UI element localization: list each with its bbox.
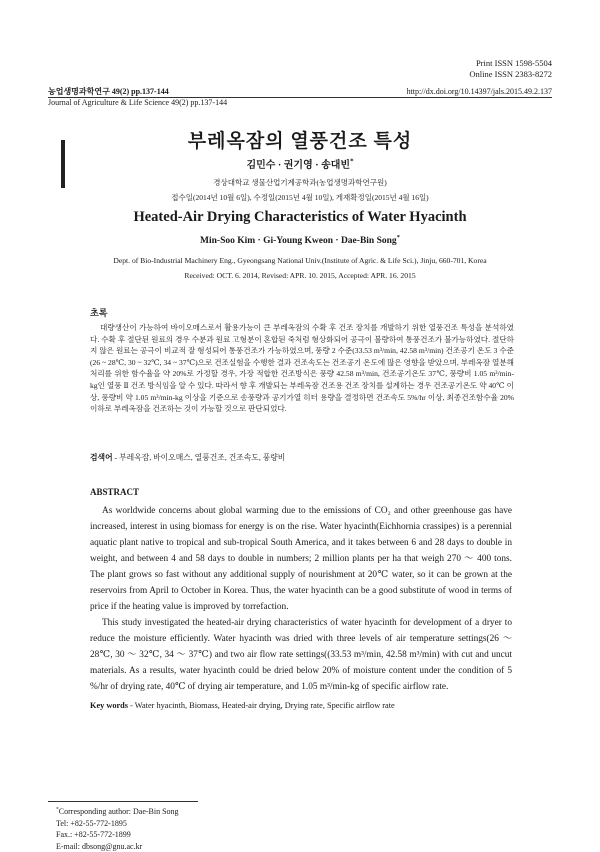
abstract-en-heading: ABSTRACT <box>90 487 139 497</box>
issn-block <box>469 58 552 80</box>
corresponding-author: *Corresponding author: Dae-Bin Song <box>56 806 179 818</box>
keywords-en-text: - Water hyacinth, Biomass, Heated-air drying, Drying rate, Specific airflow rate <box>128 701 395 710</box>
footnote <box>56 806 179 852</box>
abstract-kr-body <box>90 322 514 415</box>
footnote-rule <box>48 801 198 802</box>
keywords-kr <box>90 452 285 463</box>
dates-en: Received: OCT. 6. 2014, Revised: APR. 10. 2015, Accepted: APR. 16. 2015 <box>48 271 552 280</box>
affiliation-en: Dept. of Bio-Industrial Machinery Eng., Gyeongsang National Univ.(Institute of Agric. & Life Sci.), Jinju, 660-701, Korea <box>48 256 552 265</box>
footnote-email[interactable]: E-mail: dbsong@gnu.ac.kr <box>56 841 179 852</box>
keywords-en <box>90 701 395 710</box>
abstract-en-body <box>90 503 512 695</box>
title-en: Heated-Air Drying Characteristics of Water Hyacinth <box>48 209 552 226</box>
title-kr: 부레옥잠의 열풍건조 특성 <box>48 126 552 153</box>
journal-header-en: Journal of Agriculture & Life Science 49(2) pp.137-144 <box>48 98 227 109</box>
online-issn: Online ISSN 2383-8272 <box>469 69 552 80</box>
keywords-kr-label: 검색어 <box>90 453 113 462</box>
keywords-en-label: Key words <box>90 701 128 710</box>
authors-kr: 김민수 · 권기영 · 송대빈* <box>48 156 552 171</box>
authors-en: Min-Soo Kim · Gi-Young Kweon · Dae-Bin Song* <box>48 236 552 246</box>
dates-kr: 접수일(2014년 10월 6일), 수정일(2015년 4월 10일), 게재확정일(2015년 4월 16일) <box>48 192 552 203</box>
affiliation-kr: 경상대학교 생물산업기계공학과(농업생명과학연구원) <box>48 177 552 188</box>
corresponding-mark-kr: * <box>350 158 354 166</box>
abstract-en-p1: As worldwide concerns about global warming due to the emissions of CO₂ and other greenhouse gas have increased, interest in using biomass for energy is on the rise. Water hyacinth(Eichhornia crassipes) is a perennial aquatic plant native to tropical and sub-tropical South America, and it takes between 6 and 28 days to double in weight, and between 4 and 58 days to double in numbers; 2 million plants per ha that weigh 270 ～ 400 tons. The plant grows so fast without any additional supply of nourishment at 20℃ water, so it can be grown at the reservoirs from April to October in Korea. Thus, the water hyacinth can be a good substitute of wood in terms of price if the heating value is improved by torrefaction. <box>90 503 512 615</box>
footnote-fax: Fax.: +82-55-772-1899 <box>56 829 179 841</box>
footnote-mark: * <box>56 806 59 812</box>
doi-link[interactable]: http://dx.doi.org/10.14397/jals.2015.49.2.137 <box>407 87 552 98</box>
abstract-kr-text: 대량생산이 가능하여 바이오매스로서 활용가능이 큰 부레옥잠의 수확 후 건조 장치를 개발하기 위한 열풍건조 특성을 분석하였다. 수확 후 절단된 원료의 경우 수분과 원료 고형분이 혼합된 죽처럼 형상화되어 공극이 불량하여 통풍건조가 불가능하였다. 절단하지 않은 원료는 공극이 비교적 잘 형성되어 통풍건조가 가능하였으며, 풍량 2 수준(33.53 m³/min, 42.58 m³/min) 건조공기 온도 3 수준(26 ~ 28℃, 30 ~ 32℃, 34 ~ 37℃)으로 건조실험을 수행한 결과 건조속도는 건조공기 온도에 많은 영향을 받았으며, 부레옥잠 열분해 처리를 위한 함수율을 약 20%로 가정할 경우, 가장 적합한 건조방식은 풍량 42.58 m³/min, 건조공기온도 37℃, 풍량비 1.05 m³/min-kg인 열풍 Ⅱ 건조 방식임을 알 수 있다. 따라서 향 후 개발되는 부레옥잠 건조용 건조 장치를 설계하는 경우 건조공기온도 약 40℃ 이상, 풍량비 약 1.05 m³/min-kg 이상을 기준으로 송풍량과 공기가열 히터 용량을 결정하면 건조속도 5%/hr 이상, 최종건조함수율 20% 이하로 부레옥잠을 건조하는 것이 가능할 것으로 판단되었다. <box>90 322 514 415</box>
abstract-en-p2: This study investigated the heated-air drying characteristics of water hyacinth for development of a dryer to reduce the moisture efficiently. Water hyacinth was dried with three levels of air temperature settings(26 ～ 28℃, 30 ～ 32℃, 34 ～ 37℃) and two air flow rate settings((33.53 m³/min, 42.58 m³/min) with cut and uncut materials. As a results, water hyacinth could be dried below 20% of moisture content under the condition of 5 %/hr of drying rate, 40℃ of drying air temperature, and 1.05 m³/min-kg of specific airflow rate. <box>90 615 512 695</box>
journal-header-kr: 농업생명과학연구 49(2) pp.137-144 <box>48 87 169 98</box>
footnote-tel: Tel: +82-55-772-1895 <box>56 818 179 830</box>
abstract-kr-heading: 초록 <box>90 306 107 319</box>
print-issn: Print ISSN 1598-5504 <box>469 58 552 69</box>
keywords-kr-text: - 부레옥잠, 바이오매스, 열풍건조, 건조속도, 풍량비 <box>113 453 286 462</box>
corresponding-mark-en: * <box>397 234 400 241</box>
